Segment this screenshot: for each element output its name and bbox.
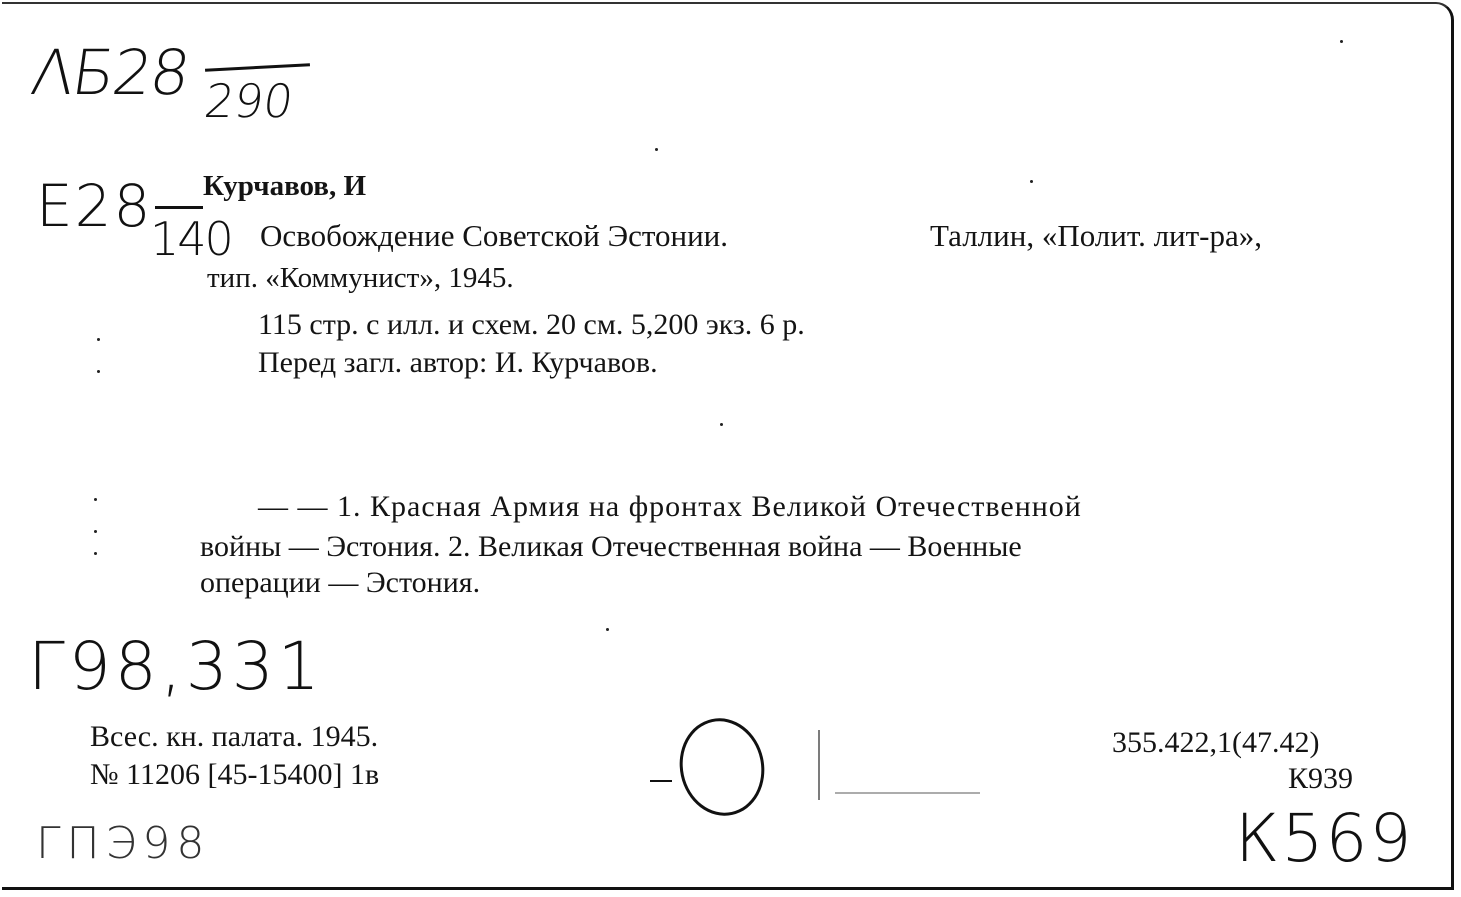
subject-line-2: войны — Эстония. 2. Великая Отечественная война — Военные [200, 530, 1022, 563]
shelfmark-top-fraction: 290 [201, 74, 297, 128]
classification-number: 355.422,1(47.42) [1112, 726, 1320, 759]
fraction-bar [155, 206, 203, 209]
subject-line-1: — — 1. Красная Армия на фронтах Великой Отечественной [258, 490, 1082, 523]
dotted-mark [835, 792, 980, 794]
note-line: Перед загл. автор: И. Курчавов. [258, 346, 658, 379]
speck [97, 338, 100, 341]
speck [97, 370, 100, 373]
speck [606, 628, 609, 631]
speck [94, 552, 97, 555]
speck [94, 498, 97, 501]
shelfmark-bottom-left: ГПЭ98 [36, 818, 211, 869]
speck [1340, 40, 1343, 43]
dotted-mark [818, 730, 820, 800]
shelfmark-bottom-right: К569 [1235, 800, 1414, 877]
speck [94, 530, 97, 533]
shelfmark-top-left: ΛБ28 [26, 36, 193, 109]
subject-line-3: операции — Эстония. [200, 566, 481, 599]
shelfmark-left-fraction: 140 [150, 212, 232, 266]
stamp-dash [650, 780, 672, 782]
speck [1030, 180, 1033, 183]
collation-line: 115 стр. с илл. и схем. 20 см. 5,200 экз. 6 р. [258, 308, 805, 341]
title-line: Освобождение Советской Эстонии. [260, 218, 728, 253]
book-chamber-line-2: № 11206 [45-15400] 1в [90, 758, 380, 791]
book-chamber-line-1: Всес. кн. палата. 1945. [90, 720, 379, 753]
printer-line: тип. «Коммунист», 1945. [207, 262, 514, 294]
shelfmark-left-code: Е28 [36, 172, 153, 240]
author-heading: Курчавов, И [203, 170, 367, 202]
publisher-line: Таллин, «Полит. лит-ра», [930, 218, 1263, 253]
author-mark: К939 [1288, 762, 1354, 795]
speck [655, 148, 658, 151]
speck [720, 423, 723, 426]
shelfmark-mid-left: Г98,331 [28, 628, 324, 705]
